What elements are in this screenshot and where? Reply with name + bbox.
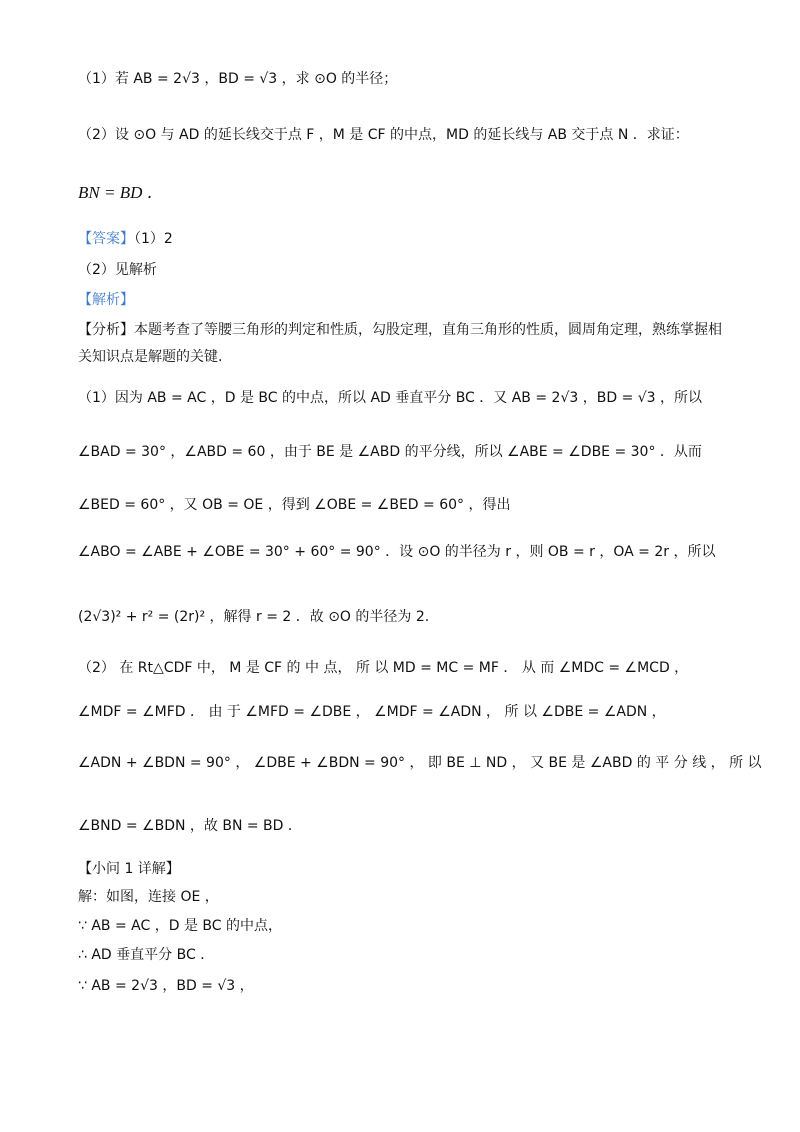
answer-part-1: （1）2 <box>134 231 173 247</box>
detail-line-1: 解：如图，连接 OE ， <box>78 889 219 905</box>
detail-line-2: ∵ AB = AC ，D 是 BC 的中点， <box>78 918 282 934</box>
solution-line-1: （1）因为 AB = AC ，D 是 BC 的中点，所以 AD 垂直平分 BC ．又 AB = 2√3 ，BD = √3 ，所以 <box>78 390 703 406</box>
analysis-line-2: 关知识点是解题的关键. <box>78 349 223 365</box>
problem-line-1: （1）若 AB = 2√3 ，BD = √3 ，求 ⊙O 的半径； <box>78 71 398 87</box>
problem-line-2: （2）设 ⊙O 与 AD 的延长线交于点 F ，M 是 CF 的中点，MD 的延长线与 AB 交于点 N ．求证： <box>78 127 689 143</box>
detail-line-4: ∵ AB = 2√3 ，BD = √3 ， <box>78 978 254 994</box>
solution-line-6: （2） 在 Rt△CDF 中， M 是 CF 的 中 点， 所 以 MD = MC = MF ． 从 而 ∠MDC = ∠MCD ， <box>78 660 689 676</box>
solution-line-5: (2√3)² + r² = (2r)² ，解得 r = 2 ．故 ⊙O 的半径为 2. <box>78 609 430 625</box>
solution-line-9: ∠BND = ∠BDN ，故 BN = BD ． <box>78 818 302 834</box>
analysis-line-1: 【分析】本题考查了等腰三角形的判定和性质，勾股定理，直角三角形的性质，圆周角定理，熟练掌握相 <box>78 322 722 338</box>
solution-line-3: ∠BED = 60° ，又 OB = OE ，得到 ∠OBE = ∠BED = 60° ，得出 <box>78 497 511 513</box>
solution-line-8: ∠ADN + ∠BDN = 90° ， ∠DBE + ∠BDN = 90° ， 即 BE ⊥ ND ， 又 BE 是 ∠ABD 的 平 分 线 ， 所 以 <box>78 755 762 771</box>
detail-line-3: ∴ AD 垂直平分 BC ． <box>78 947 215 963</box>
answer-part-2: （2）见解析 <box>78 262 157 278</box>
answer-tag: 【答案】 <box>78 231 134 247</box>
solution-line-4: ∠ABO = ∠ABE + ∠OBE = 30° + 60° = 90° ．设 ⊙O 的半径为 r ，则 OB = r ，OA = 2r ，所以 <box>78 544 716 560</box>
problem-line-3: BN = BD ． <box>78 183 164 202</box>
analysis-tag: 【解析】 <box>78 292 134 308</box>
solution-line-7: ∠MDF = ∠MFD ． 由 于 ∠MFD = ∠DBE ， ∠MDF = ∠ADN ， 所 以 ∠DBE = ∠ADN ， <box>78 704 666 720</box>
subquestion-heading: 【小问 1 详解】 <box>78 861 180 877</box>
solution-line-2: ∠BAD = 30° ，∠ABD = 60 ，由于 BE 是 ∠ABD 的平分线，所以 ∠ABE = ∠DBE = 30° ．从而 <box>78 444 702 460</box>
answer-heading <box>78 228 740 248</box>
